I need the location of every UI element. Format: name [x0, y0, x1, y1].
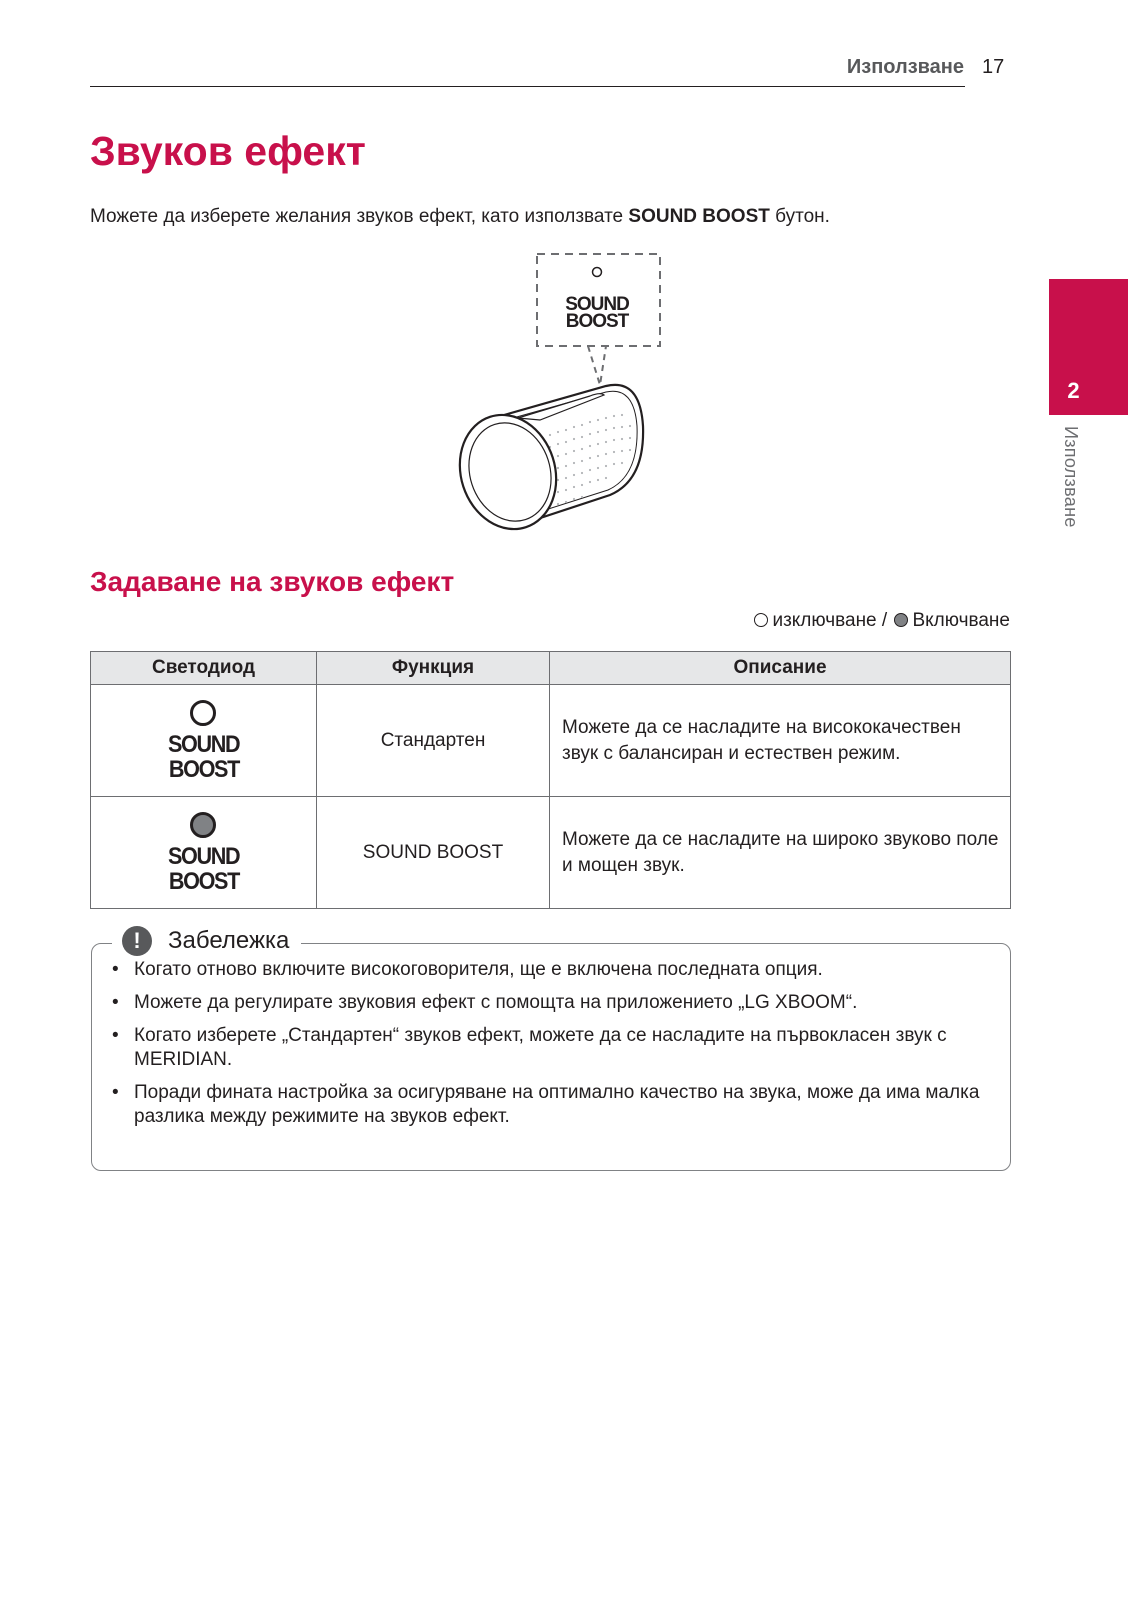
legend-on-label: Включване: [912, 610, 1010, 631]
exclamation-icon: !: [122, 926, 152, 956]
led-legend: [600, 610, 1010, 632]
page-title: Звуков ефект: [90, 128, 366, 174]
table-cell-function: Стандартен: [317, 685, 550, 797]
speaker-body: [445, 385, 643, 540]
legend-off-label: изключване /: [772, 610, 888, 631]
sound-boost-logo-line1: SOUND: [167, 730, 240, 758]
table-cell-function: SOUND BOOST: [317, 797, 550, 909]
table-cell-led: [91, 797, 317, 909]
table-row: [91, 685, 1011, 797]
sound-boost-logo-line1: SOUND: [167, 842, 240, 870]
note-header: [112, 926, 301, 956]
header-divider: [90, 86, 965, 87]
sound-boost-logo-line2: BOOST: [168, 755, 239, 783]
led-on-icon: [894, 613, 908, 627]
intro-text-before: Можете да изберете желания звуков ефект, като използвате: [90, 206, 629, 227]
illus-boost-label: BOOST: [565, 311, 629, 332]
led-off-icon: [190, 700, 216, 726]
table-header-row: [91, 652, 1011, 685]
speaker-illustration: [440, 250, 690, 540]
chapter-number: 2: [1067, 378, 1080, 403]
intro-text-bold: SOUND BOOST: [628, 206, 770, 227]
led-on-icon: [190, 812, 216, 838]
led-off-icon: [754, 613, 768, 627]
illus-led-icon: [593, 268, 602, 277]
sound-boost-logo-line2: BOOST: [168, 867, 239, 895]
note-item: • Можете да регулирате звуковия ефект с помощта на приложението „LG XBOOM“.: [112, 991, 997, 1015]
table-row: [91, 797, 1011, 909]
intro-paragraph: [90, 206, 830, 228]
sound-effect-table: [90, 651, 1011, 909]
section-subtitle: Задаване на звуков ефект: [90, 566, 455, 597]
table-cell-led: [91, 685, 317, 797]
note-list: [112, 958, 997, 1138]
note-title: Забележка: [168, 927, 290, 954]
column-header-function: Функция: [317, 652, 550, 685]
chapter-label: Използване: [1061, 426, 1081, 528]
page-number: 17: [982, 56, 1005, 78]
column-header-led: Светодиод: [91, 652, 317, 685]
note-item: • Поради фината настройка за осигуряване на оптимално качество на звука, може да има малка разлика между режимите на звуков ефект.: [112, 1081, 997, 1129]
note-item: • Когато отново включите високоговорителя, ще е включена последната опция.: [112, 958, 997, 982]
illus-sound-label: SOUND: [565, 294, 629, 315]
table-cell-description: Можете да се насладите на висококачествен звук с балансиран и естествен режим.: [550, 685, 1011, 797]
column-header-description: Описание: [550, 652, 1011, 685]
note-item: • Когато изберете „Стандартен“ звуков ефект, можете да се насладите на първокласен звук с MERIDIAN.: [112, 1024, 997, 1072]
header-section-label: Използване: [846, 56, 964, 78]
intro-text-after: бутон.: [769, 206, 830, 227]
table-cell-description: Можете да се насладите на широко звуково поле и мощен звук.: [550, 797, 1011, 909]
